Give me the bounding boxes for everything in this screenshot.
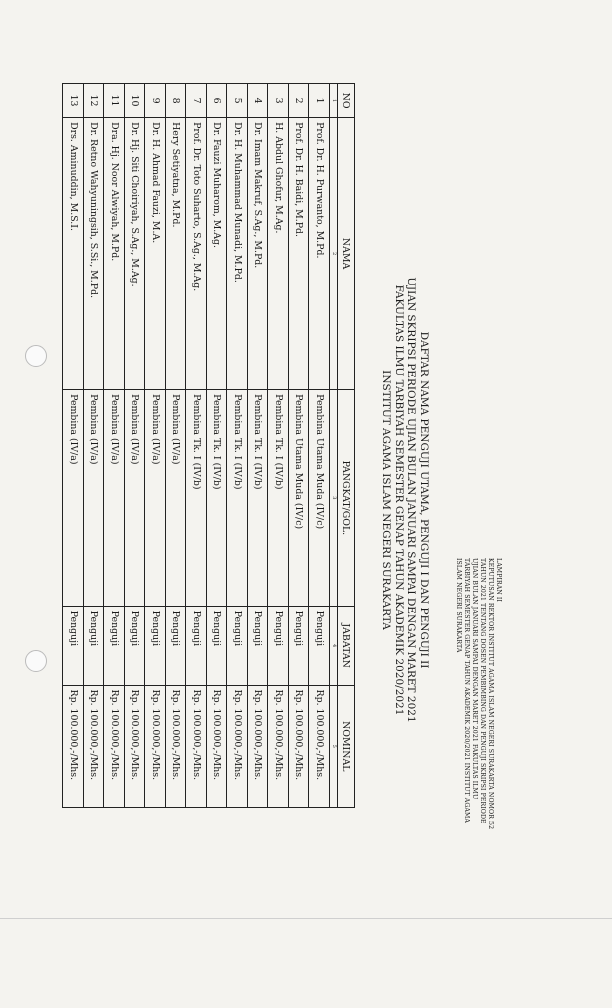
attachment-line: KEPUTUSAN REKTOR INSTITUT AGAMA ISLAM NEGERI SURAKARTA NOMOR 52 (487, 558, 494, 830)
cell-no: 9 (145, 84, 166, 118)
cell-nama: Drs. Aminuddin, M.S.I. (63, 118, 84, 390)
cell-pangkat: Pembina Tk. I (IV/b) (186, 390, 207, 607)
attachment-line: TARBIYAH SEMESTER GENAP TAHUN AKADEMIK 2020/2021 INSTITUT AGAMA (463, 558, 470, 823)
cell-nominal: Rp. 100.000,-/Mhs. (207, 685, 228, 807)
attachment-label: LAMPIRAN II (495, 558, 502, 603)
cell-no: 13 (63, 84, 84, 118)
cell-jabatan: Penguji (125, 606, 146, 685)
cell-nominal: Rp. 100.000,-/Mhs. (186, 685, 207, 807)
cell-nama: Dr. Hj. Siti Choiriyah, S.Ag., M.Ag. (125, 118, 146, 390)
header-no: NO (338, 84, 355, 118)
cell-no: 11 (104, 84, 125, 118)
cell-no: 2 (289, 84, 310, 118)
column-number-row (330, 84, 338, 808)
cell-jabatan: Penguji (309, 606, 330, 685)
cell-nama: Prof. Dr. H. Baidi, M.Pd. (289, 118, 310, 390)
cell-nominal: Rp. 100.000,-/Mhs. (84, 685, 105, 807)
cell-no: 4 (248, 84, 269, 118)
title-line: DAFTAR NAMA PENGUJI UTAMA, PENGUJI I DAN PENGUJI II (418, 331, 430, 669)
cell-nama: Prof. Dr. Toto Suharto, S.Ag., M.Ag. (186, 118, 207, 390)
column-number: 1 (330, 84, 338, 118)
column-number: 2 (330, 118, 338, 390)
cell-nama: Dra. Hj. Noor Alwiyah, M.Pd. (104, 118, 125, 390)
cell-pangkat: Pembina Utama Muda (IV/c) (289, 390, 310, 607)
column-number: 3 (330, 390, 338, 607)
table-row (248, 84, 269, 808)
document-title (380, 140, 430, 860)
header-nominal: NOMINAL (338, 685, 355, 807)
table-row (268, 84, 289, 808)
attachment-note (454, 558, 502, 878)
cell-nominal: Rp. 100.000,-/Mhs. (309, 685, 330, 807)
cell-jabatan: Penguji (289, 606, 310, 685)
cell-no: 1 (309, 84, 330, 118)
cell-pangkat: Pembina (IV/a) (104, 390, 125, 607)
header-pangkat: PANGKAT/GOL. (338, 390, 355, 607)
cell-pangkat: Pembina (IV/a) (84, 390, 105, 607)
cell-nama: Hery Setiyatna, M.Pd. (166, 118, 187, 390)
cell-nama: Dr. Imam Makruf, S.Ag., M.Pd. (248, 118, 269, 390)
cell-pangkat: Pembina Tk. I (IV/b) (248, 390, 269, 607)
cell-pangkat: Pembina Tk. I (IV/b) (268, 390, 289, 607)
cell-nominal: Rp. 100.000,-/Mhs. (227, 685, 248, 807)
cell-pangkat: Pembina (IV/a) (145, 390, 166, 607)
cell-nominal: Rp. 100.000,-/Mhs. (268, 685, 289, 807)
attachment-line: ISLAM NEGERI SURAKARTA (455, 558, 462, 653)
cell-nominal: Rp. 100.000,-/Mhs. (125, 685, 146, 807)
table-row (145, 84, 166, 808)
table-row (104, 84, 125, 808)
cell-nominal: Rp. 100.000,-/Mhs. (289, 685, 310, 807)
cell-nama: H. Abdul Ghofur, M.Ag. (268, 118, 289, 390)
cell-no: 8 (166, 84, 187, 118)
cell-jabatan: Penguji (207, 606, 228, 685)
cell-nominal: Rp. 100.000,-/Mhs. (166, 685, 187, 807)
header-nama: NAMA (338, 118, 355, 390)
table-row (289, 84, 310, 808)
cell-jabatan: Penguji (104, 606, 125, 685)
cell-jabatan: Penguji (268, 606, 289, 685)
cell-no: 12 (84, 84, 105, 118)
table-row (166, 84, 187, 808)
cell-nominal: Rp. 100.000,-/Mhs. (248, 685, 269, 807)
cell-nama: Dr. H. Ahmad Fauzi, M.A. (145, 118, 166, 390)
column-number: 4 (330, 606, 338, 685)
attachment-line: TAHUN 2021 TENTANG DOSEN PEMBIMBING DAN PENGUJI SKRIPSI PERIODE (479, 558, 486, 824)
title-line: FAKULTAS ILMU TARBIYAH SEMESTER GENAP TAHUN AKADEMIK 2020/2021 (393, 284, 405, 716)
table-row (186, 84, 207, 808)
table-row (309, 84, 330, 808)
cell-pangkat: Pembina (IV/a) (63, 390, 84, 607)
title-line: INSTITUT AGAMA ISLAM NEGERI SURAKARTA (380, 370, 393, 630)
cell-jabatan: Penguji (145, 606, 166, 685)
cell-nama: Dr. H. Muhammad Munadi, M.Pd. (227, 118, 248, 390)
column-number: 5 (330, 685, 338, 807)
cell-nama: Prof. Dr. H. Purwanto, M.Pd. (309, 118, 330, 390)
table-row (125, 84, 146, 808)
cell-nominal: Rp. 100.000,-/Mhs. (63, 685, 84, 807)
title-line: UJIAN SKRIPSI PERIODE UJIAN BULAN JANUARI SAMPAI DENGAN MARET 2021 (405, 277, 418, 723)
cell-no: 5 (227, 84, 248, 118)
cell-pangkat: Pembina Tk. I (IV/b) (227, 390, 248, 607)
cell-pangkat: Pembina Tk. I (IV/b) (207, 390, 228, 607)
cell-jabatan: Penguji (227, 606, 248, 685)
table-body (63, 84, 330, 808)
cell-nama: Dr. Fauzi Muharom, M.Ag. (207, 118, 228, 390)
cell-jabatan: Penguji (84, 606, 105, 685)
punch-hole-top (25, 345, 47, 367)
cell-jabatan: Penguji (248, 606, 269, 685)
cell-no: 7 (186, 84, 207, 118)
punch-hole-bottom (25, 650, 47, 672)
cell-jabatan: Penguji (166, 606, 187, 685)
cell-no: 10 (125, 84, 146, 118)
table-header-row (338, 84, 355, 808)
cell-jabatan: Penguji (63, 606, 84, 685)
cell-no: 6 (207, 84, 228, 118)
cell-nominal: Rp. 100.000,-/Mhs. (145, 685, 166, 807)
cell-pangkat: Pembina (IV/a) (166, 390, 187, 607)
table-row (63, 84, 84, 808)
cell-nominal: Rp. 100.000,-/Mhs. (104, 685, 125, 807)
examiner-table (63, 83, 356, 808)
table-row (227, 84, 248, 808)
cell-nama: Dr. Retno Wahyuningsih, S.Si., M.Pd. (84, 118, 105, 390)
attachment-line: UJIAN BULAN JANUARI SAMPAI DENGAN MARET 2021 FAKULTAS ILMU (471, 558, 478, 800)
table-row (84, 84, 105, 808)
cell-pangkat: Pembina Utama Muda (IV/c) (309, 390, 330, 607)
header-jabatan: JABATAN (338, 606, 355, 685)
table-row (207, 84, 228, 808)
cell-jabatan: Penguji (186, 606, 207, 685)
cell-pangkat: Pembina (IV/a) (125, 390, 146, 607)
cell-no: 3 (268, 84, 289, 118)
rotated-document-page (65, 80, 505, 980)
